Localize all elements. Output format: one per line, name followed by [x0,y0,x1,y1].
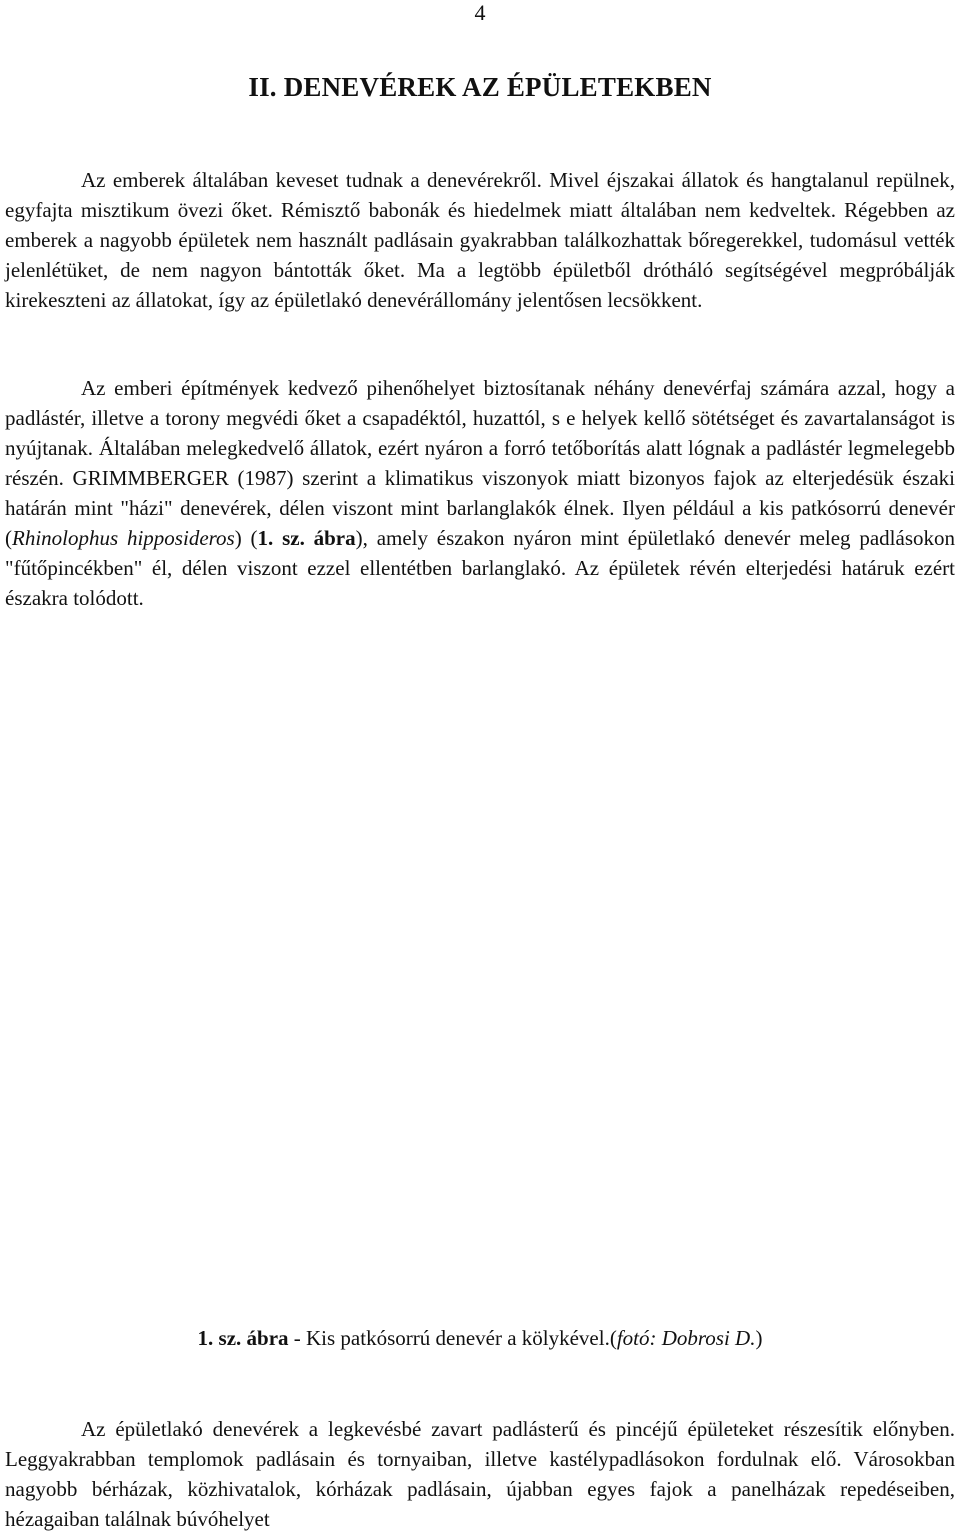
species-name: Rhinolophus hipposideros [12,526,235,550]
paragraph-preferences: Az épületlakó denevérek a legkevésbé zavart padlásterű és pincéjű épületeket részesítik előnyben. Leggyakrabban templomok padlásain és tornyaiban, illetve kastélypadlásokon fordulnak elő. Városokban nagyobb bérházak, közhivatalok, kórházak padlásain, újabban egyes fajok a panelházak repedéseiben, hézagaiban találnak búvóhelyet [5,1417,955,1531]
paragraph-buildings [5,373,955,613]
paren-close: ) ( [234,526,258,550]
figure-reference: 1. sz. ábra [257,526,356,550]
caption-text: - Kis patkósorrú denevér a kölykével.( [288,1326,617,1350]
figure-caption [0,1323,960,1353]
caption-close: ) [755,1326,763,1350]
paragraph-buildings-text-2: ), amely északon nyáron mint épületlakó denevér meleg padlásokon "fűtőpincékben" él, délen viszont ezzel ellentétben barlanglakó. Az épületek révén elterjedési határuk ezért északra tolódott. [5,526,955,610]
caption-label: 1. sz. ábra [197,1326,289,1350]
paragraph-buildings-text-1: Az emberi építmények kedvező pihenőhelyet biztosítanak néhány denevérfaj számára azzal, hogy a padlástér, illetve a torony megvédi őket a csapadéktól, huzattól, s e helyek kellő sötétséget és zavartalanságot is nyújtanak. Általában melegkedvelő állatok, ezért nyáron a forró tetőborítás alatt lógnak a padlástér legmelegebb részén. GRIMMBERGER (1987) szerint a klimatikus viszonyok miatt bizonyos fajok az elterjedésük északi határán mint "házi" denevérek, délen viszont mint barlanglakók élnek. Ilyen például a kis patkósorrú denevér ( [5,376,955,550]
page-number: 4 [474,0,486,25]
chapter-heading: II. DENEVÉREK AZ ÉPÜLETEKBEN [248,72,712,102]
paragraph-intro: Az emberek általában keveset tudnak a denevérekről. Mivel éjszakai állatok és hangtalanul repülnek, egyfajta misztikum övezi őket. Rémisztő babonák és hiedelmek miatt általában nem kedveltek. Régebben az emberek a nagyobb épületek nem használt padlásain gyakrabban találkozhattak bőregerekkel, tudomásul vették jelenlétüket, de nem nagyon bántották őket. Ma a legtöbb épületből drótháló segítségével megpróbálják kirekeszteni az állatokat, így az épületlakó denevérállomány jelentősen lecsökkent. [5,168,955,312]
caption-credit: fotó: Dobrosi D. [616,1326,756,1350]
